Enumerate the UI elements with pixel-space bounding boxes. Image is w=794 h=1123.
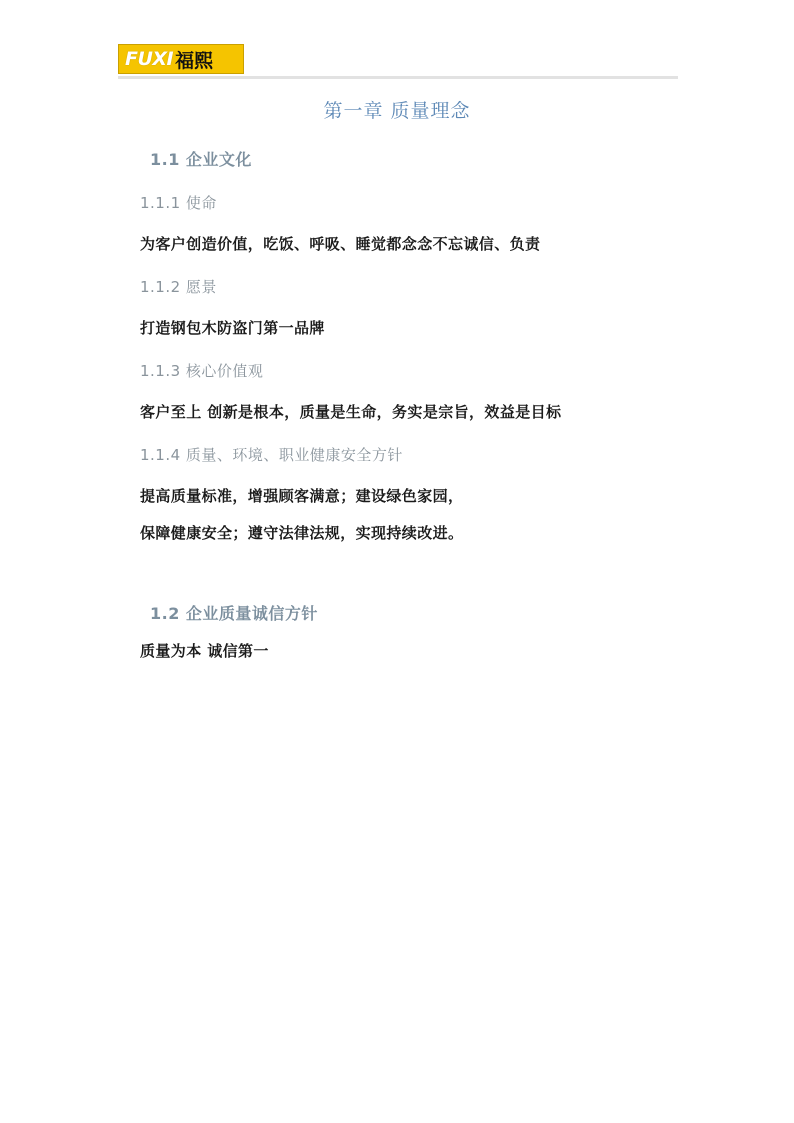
body-text: 打造钢包木防盗门第一品牌 xyxy=(140,319,325,337)
section-spacer xyxy=(0,543,794,577)
subsection-heading-1-1-1: 1.1.1 使命 xyxy=(140,194,217,212)
subsection-heading-1-1-3: 1.1.3 核心价值观 xyxy=(140,362,264,380)
logo-latin-text: FUXI xyxy=(125,48,174,70)
document-content xyxy=(0,96,794,661)
body-text: 客户至上 创新是根本，质量是生命，务实是宗旨，效益是目标 xyxy=(140,403,562,421)
body-text: 质量为本 诚信第一 xyxy=(140,642,269,660)
body-text: 为客户创造价值，吃饭、呼吸、睡觉都念念不忘诚信、负责 xyxy=(140,235,541,253)
section-heading-1-1: 1.1 企业文化 xyxy=(150,150,252,169)
logo-cjk-text: 福熙 xyxy=(175,49,214,72)
page-title: 第一章 质量理念 xyxy=(323,100,471,122)
page-header xyxy=(0,44,794,90)
header-divider xyxy=(118,76,678,79)
body-text: 保障健康安全；遵守法律法规，实现持续改进。 xyxy=(140,524,464,542)
subsection-heading-1-1-4: 1.1.4 质量、环境、职业健康安全方针 xyxy=(140,446,403,464)
subsection-heading-1-1-2: 1.1.2 愿景 xyxy=(140,278,217,296)
section-heading-1-2: 1.2 企业质量诚信方针 xyxy=(150,604,318,623)
company-logo xyxy=(118,44,244,74)
body-text: 提高质量标准，增强顾客满意；建设绿色家园， xyxy=(140,487,464,505)
